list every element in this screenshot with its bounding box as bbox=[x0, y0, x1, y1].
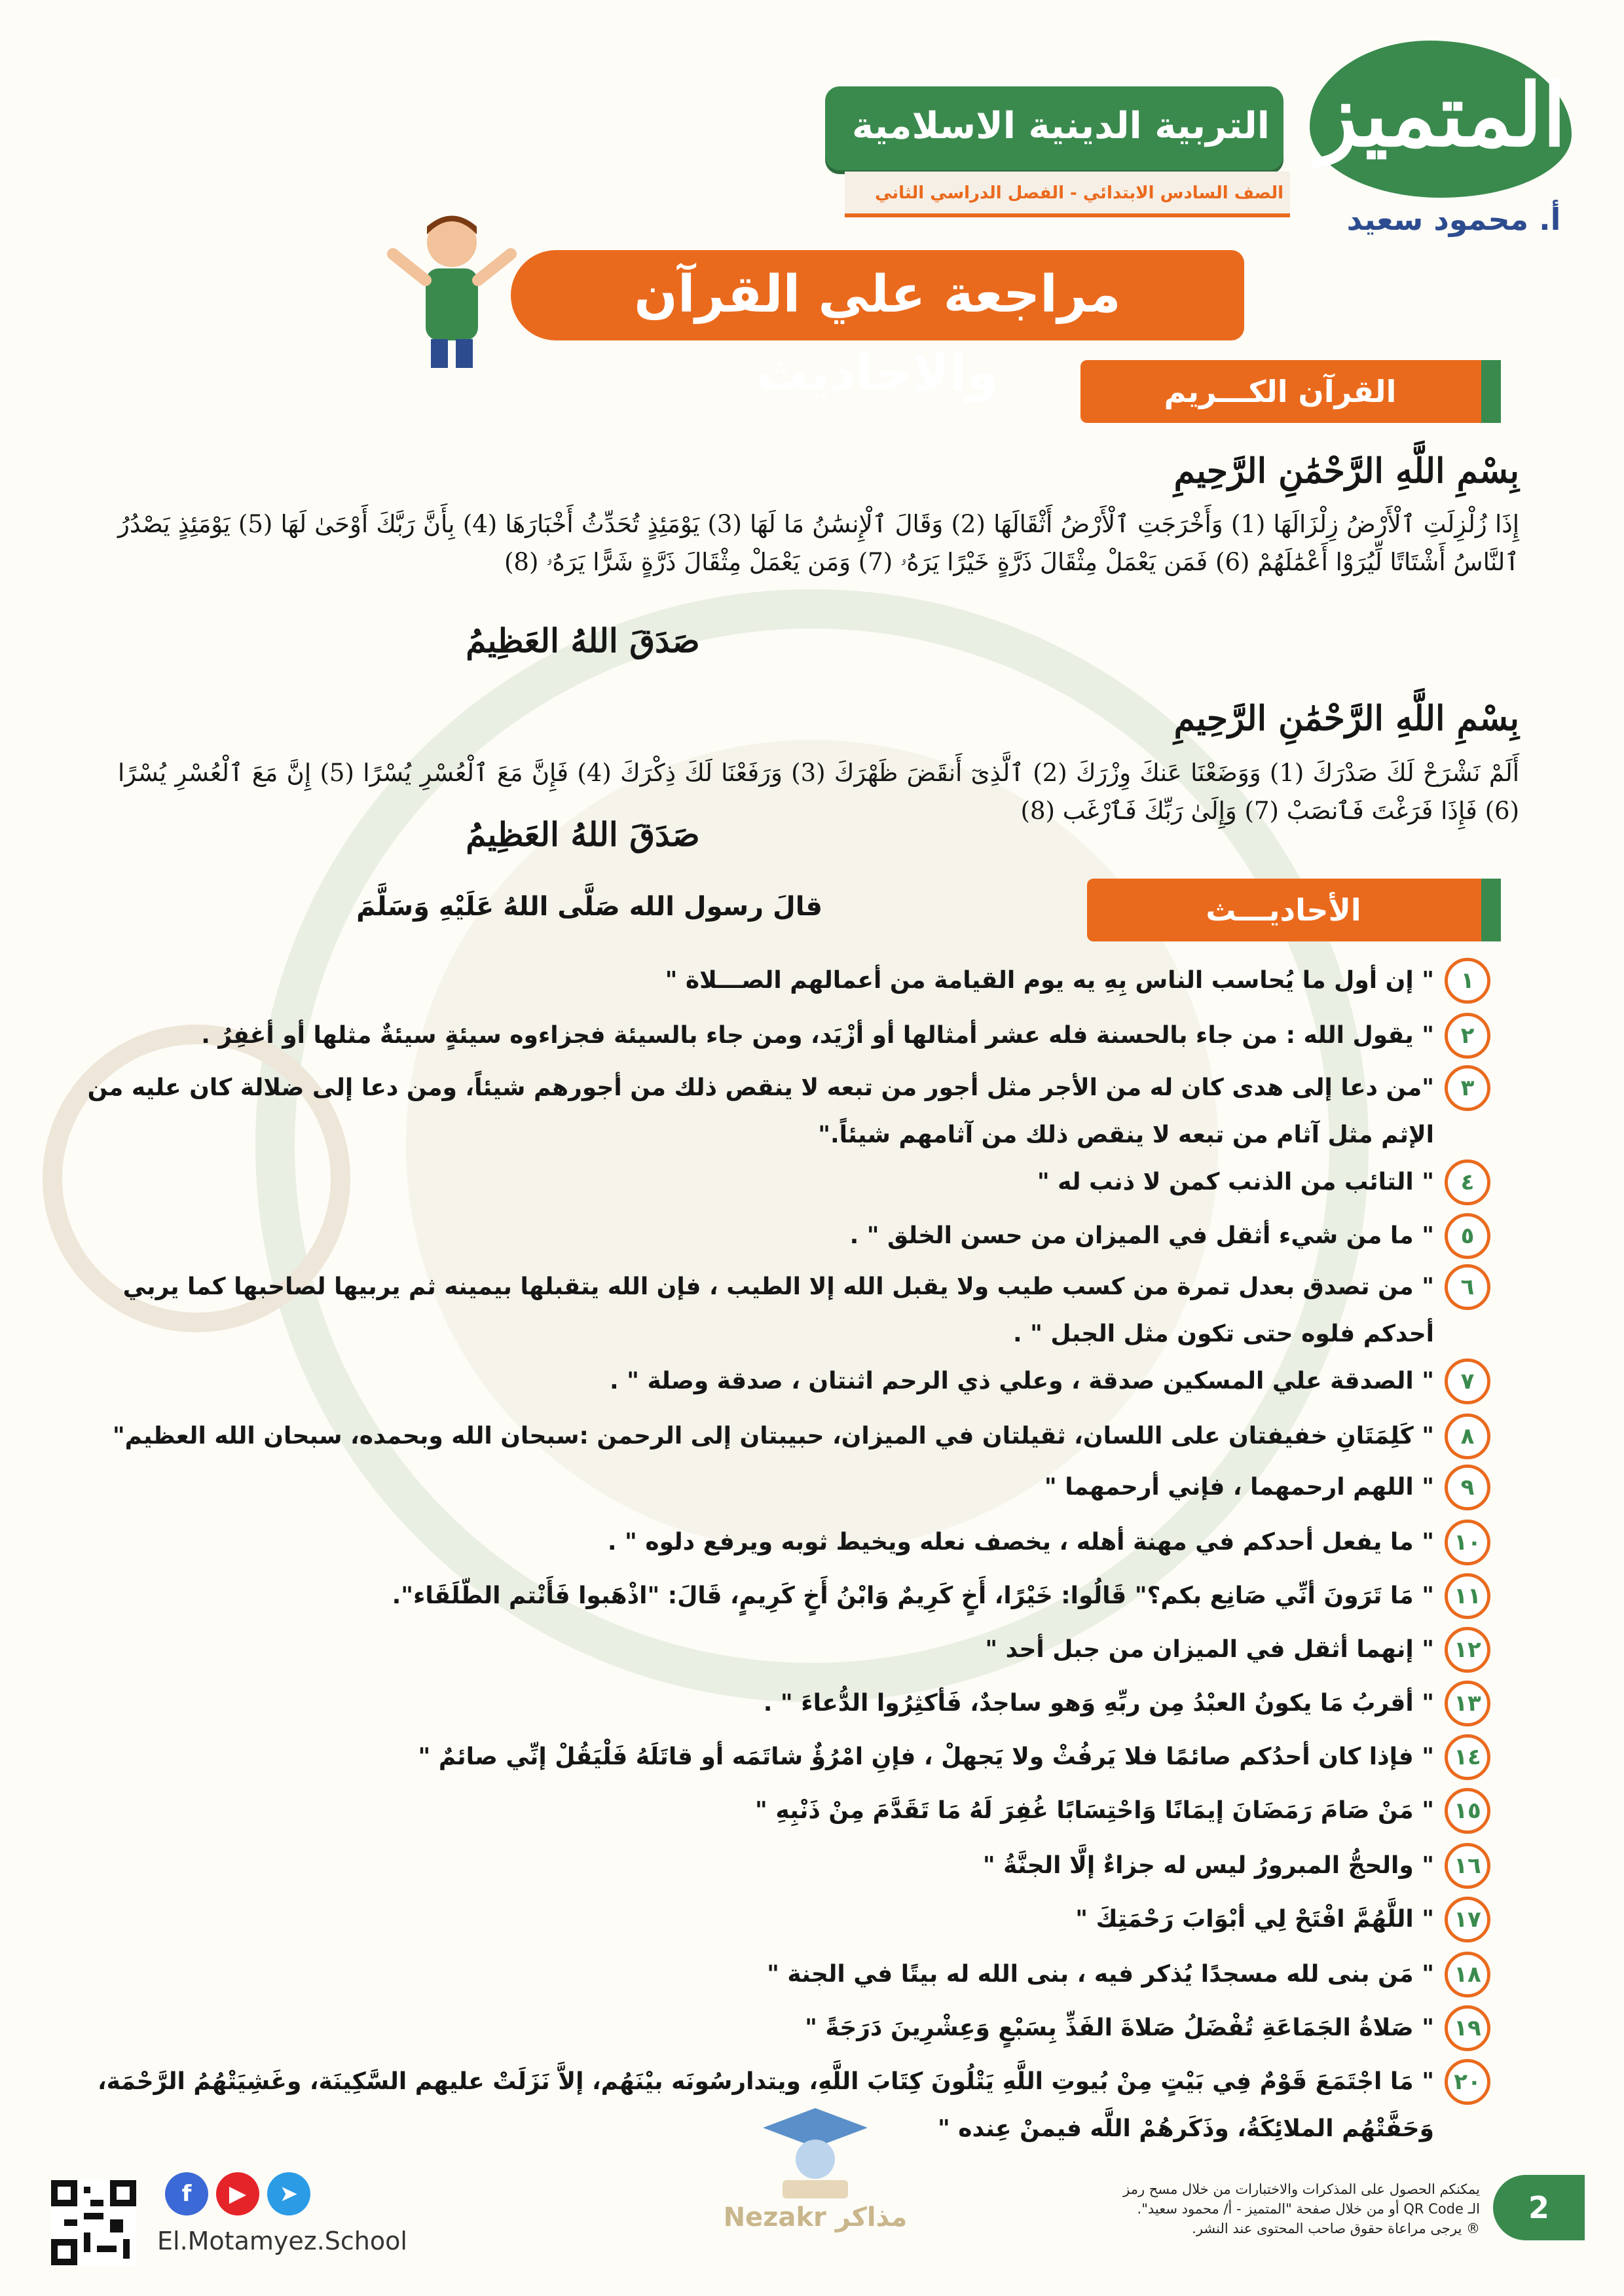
hadith-number-badge: ١٢ bbox=[1445, 1627, 1490, 1673]
nezakr-brand: Nezakr مذاكر bbox=[723, 2202, 908, 2232]
basmala: بِسْمِ اللَّهِ الرَّحْمَٰنِ الرَّحِيمِ bbox=[1173, 451, 1519, 491]
hadith-text: " فإذا كان أحدُكم صائمًا فلا يَرفُثْ ولا يَجهلْ ، فإنِ امْرُؤٌ شاتَمَه أو قاتَلَهُ فَلْيَقُلْ إنِّي صائمٌ " bbox=[418, 1743, 1434, 1770]
hadith-number-badge: ١٥ bbox=[1445, 1788, 1490, 1834]
footer-note-2: الـ QR Code أو من خلال صفحة "المتميز - أ/ محمود سعيد". bbox=[1137, 2201, 1480, 2217]
hadith-text: " إن أول ما يُحاسب الناس بِهِ يه يوم القيامة من أعمالهم الصـــلاة " bbox=[665, 967, 1434, 994]
hadith-number-badge: ١١ bbox=[1445, 1573, 1490, 1619]
telegram-icon[interactable]: ➤ bbox=[267, 2172, 310, 2215]
hadith-text: " والحجُّ المبرورُ ليس له جزاءٌ إلَّا الجنَّةُ " bbox=[982, 1852, 1434, 1879]
hadith-number-badge: ٤ bbox=[1445, 1159, 1490, 1205]
prophet-intro: قالَ رسول الله صَلَّى اللهُ عَلَيْهِ وَسَلَّمَ bbox=[356, 892, 822, 922]
qr-code-icon bbox=[51, 2180, 136, 2265]
hadith-text: " مَنْ صَامَ رَمَضَانَ إيمَانًا وَاحْتِسَابًا غُفِرَ لَهُ مَا تَقَدَّمَ مِنْ ذَنْبِهِ " bbox=[755, 1797, 1434, 1824]
hadith-text: "من دعا إلى هدى كان له من الأجر مثل أجور من تبعه لا ينقص ذلك من أجورهم شيئاً، ومن دعا إلى ضلالة كان عليه من الإثم مثل آثام من تبعه لا ينقص ذلك من آثامهم شيئاً." bbox=[87, 1074, 1434, 1148]
hadith-number-badge: ٨ bbox=[1445, 1413, 1490, 1459]
hadith-text: " ما من شيء أثقل في الميزان من حسن الخلق " . bbox=[849, 1222, 1434, 1249]
surah-sharh: أَلَمْ نَشْرَحْ لَكَ صَدْرَكَ (1) وَوَضَعْنَا عَنكَ وِزْرَكَ (2) ٱلَّذِىٓ أَنقَضَ ظَهْرَكَ (3) وَرَفَعْنَا لَكَ ذِكْرَكَ (4) فَإِنَّ مَعَ ٱلْعُسْرِ يُسْرًا (5) إِنَّ مَعَ ٱلْعُسْرِ يُسْرًا (6) فَإِذَا فَرَغْتَ فَٱنصَبْ (7) وَإِلَىٰ رَبِّكَ فَٱرْغَب (8) bbox=[118, 759, 1520, 825]
hadith-text: " أقربُ مَا يكونُ العبْدُ مِن ربِّهِ وَهو ساجدٌ، فَأكثِرُوا الدُّعاءَ " . bbox=[763, 1690, 1434, 1717]
section-header-edge-2 bbox=[1481, 879, 1501, 941]
hadith-text: " إنهما أثقل في الميزان من جبل أحد " bbox=[985, 1636, 1434, 1663]
hadith-text: " اللهم ارحمهما ، فإني أرحمهما " bbox=[1044, 1474, 1434, 1501]
hadith-text: " الصدقة علي المسكين صدقة ، وعلي ذي الرحم اثنتان ، صدقة وصلة " . bbox=[609, 1368, 1434, 1394]
hadith-text: " من تصدق بعدل تمرة من كسب طيب ولا يقبل الله إلا الطيب ، فإن الله يتقبلها بيمينه ثم يربيها لصاحبها كما يربي أحدكم فلوه حتى تكون مثل الجبل " . bbox=[122, 1273, 1434, 1347]
grade-label: الصف السادس الابتدائي - الفصل الدراسي الثاني bbox=[875, 183, 1283, 203]
youtube-icon[interactable]: ▶ bbox=[216, 2172, 259, 2215]
hadith-number-badge: ١٦ bbox=[1445, 1843, 1490, 1889]
hadith-number-badge: ١٩ bbox=[1445, 2005, 1490, 2051]
hadith-text: " اللَّهُمَّ افْتَحْ لِي أبْوَابَ رَحْمَتِكَ " bbox=[1075, 1906, 1434, 1933]
hadith-section-label: الأحاديـــث bbox=[1206, 892, 1361, 928]
footer-note-3: ® يرجى مراعاة حقوق صاحب المحتوى عند النشر. bbox=[1192, 2221, 1480, 2236]
facebook-icon[interactable]: f bbox=[165, 2172, 208, 2215]
hadith-number-badge: ١٨ bbox=[1445, 1952, 1490, 1997]
page-number: 2 bbox=[1528, 2190, 1549, 2225]
sadaq-allah: صَدَقَ اللهُ العَظِيمُ bbox=[466, 621, 700, 660]
hadith-text: " مَا تَرَونَ أنِّي صَانِع بكم؟" قَالُوا: خَيْرًا، أَخٍ كَرِيمٌ وَابْنُ أَخٍ كَرِيمٍ، قَالَ: "اذْهَبوا فَأَنْتم الطّلَقَاء". bbox=[392, 1582, 1434, 1609]
hadith-text: " ما يفعل أحدكم في مهنة أهله ، يخصف نعله ويخيط ثوبه ويرفع دلوه " . bbox=[607, 1529, 1434, 1556]
author-name: أ. محمود سعيد bbox=[1346, 202, 1561, 237]
quran-section-label: القرآن الكـــريم bbox=[1164, 374, 1397, 409]
hadith-number-badge: ٧ bbox=[1445, 1358, 1490, 1404]
sadaq-allah-2: صَدَقَ اللهُ العَظِيمُ bbox=[466, 815, 700, 854]
hadith-number-badge: ١٠ bbox=[1445, 1520, 1490, 1565]
hadith-number-badge: ٦ bbox=[1445, 1264, 1490, 1310]
logo: المتميز bbox=[1316, 65, 1567, 166]
hadith-number-badge: ٢٠ bbox=[1445, 2059, 1490, 2105]
hadith-number-badge: ١٤ bbox=[1445, 1734, 1490, 1780]
surah-zalzalah: إِذَا زُلْزِلَتِ ٱلْأَرْضُ زِلْزَالَهَا (1) وَأَخْرَجَتِ ٱلْأَرْضُ أَثْقَالَهَا (2) وَقَالَ ٱلْإِنسَٰنُ مَا لَهَا (3) يَوْمَئِذٍ تُحَدِّثُ أَخْبَارَهَا (4) بِأَنَّ رَبَّكَ أَوْحَىٰ لَهَا (5) يَوْمَئِذٍ يَصْدُرُ ٱلنَّاسُ أَشْتَاتًا لِّيُرَوْا أَعْمَٰلَهُمْ (6) فَمَن يَعْمَلْ مِثْقَالَ ذَرَّةٍ خَيْرًا يَرَهُۥ (7) وَمَن يَعْمَلْ مِثْقَالَ ذَرَّةٍ شَرًّا يَرَهُۥ (8) bbox=[118, 510, 1520, 576]
hadith-text: " مَا اجْتَمَعَ قَوْمٌ فِي بَيْتٍ مِنْ بُيوتِ اللَّهِ يَتْلُونَ كِتَابَ اللَّهِ، ويتدارسُونَه بيْنَهُم، إلاَّ نَزَلَتْ عليهم السَّكِينَة، وغَشِيَتْهُمُ الرَّحْمَة، وَحَفَّتْهُم الملائِكَةُ، وذَكَرهُمْ اللَّه فيمنْ عِنده " bbox=[97, 2068, 1434, 2142]
hadith-text: " التائب من الذنب كمن لا ذنب له " bbox=[1037, 1169, 1434, 1195]
website-link[interactable]: El.Motamyez.School bbox=[157, 2227, 407, 2255]
hadith-text: " يقول الله : من جاء بالحسنة فله عشر أمثالها أو أزْيَد، ومن جاء بالسيئة فجزاءوه سيئةٍ سيئةٌ مثلها أو أغفِرُ . bbox=[201, 1022, 1434, 1049]
hadith-text: " مَن بنى لله مسجدًا يُذكر فيه ، بنى الله له بيتًا في الجنة " bbox=[767, 1961, 1434, 1988]
hadith-text: " كَلِمَتَانِ خفيفتان على اللسان، ثقيلتان في الميزان، حبيبتان إلى الرحمن :سبحان الله وبحمده، سبحان الله العظيم" bbox=[112, 1423, 1434, 1449]
hadith-number-badge: ٣ bbox=[1445, 1065, 1490, 1111]
hadith-number-badge: ١٣ bbox=[1445, 1681, 1490, 1726]
hadith-number-badge: ٢ bbox=[1445, 1013, 1490, 1059]
hadith-text: " صَلاةُ الجَمَاعَةِ تُفْضَلُ صَلاةَ الفَذِّ بِسَبْعٍ وَعِشْرِينَ دَرَجَةً " bbox=[805, 2014, 1434, 2041]
hadith-number-badge: ٩ bbox=[1445, 1465, 1490, 1510]
page-title: مراجعة علي القرآن والاحاديث bbox=[634, 265, 1121, 403]
subject-title: التربية الدينية الاسلامية bbox=[851, 105, 1270, 147]
hadith-number-badge: ١٧ bbox=[1445, 1897, 1490, 1942]
basmala-2: بِسْمِ اللَّهِ الرَّحْمَٰنِ الرَّحِيمِ bbox=[1173, 699, 1519, 738]
teacher-character-icon bbox=[380, 208, 524, 372]
section-header-edge bbox=[1481, 360, 1501, 423]
footer-note-1: يمكنكم الحصول على المذكرات والاختبارات من خلال مسح رمز bbox=[1123, 2181, 1480, 2197]
hadith-number-badge: ١ bbox=[1445, 958, 1490, 1004]
hadith-number-badge: ٥ bbox=[1445, 1213, 1490, 1259]
